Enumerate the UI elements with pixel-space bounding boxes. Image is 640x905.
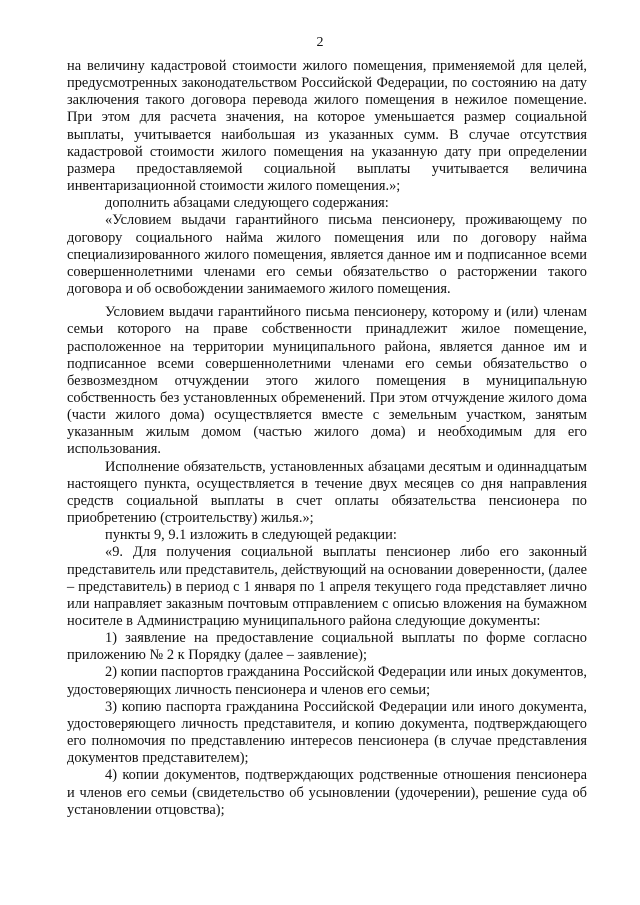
document-body	[67, 58, 587, 819]
list-item-1: 1) заявление на предоставление социальной выплаты по форме согласно приложению № 2 к Порядку (далее – заявление);	[67, 630, 587, 664]
paragraph-ownership-condition: Условием выдачи гарантийного письма пенсионеру, которому и (или) членам семьи которого на праве собственности принадлежит жилое помещение, расположенное на территории муниципального района, является данное им и подписанное всеми совершеннолетними членами его семьи обязательство о безвозмездном отчуждении этого жилого помещения в муниципальную собственность без установленных обременений. При этом отчуждение жилого дома (части жилого дома) осуществляется вместе с земельным участком, занятым указанным жилым домом (частью жилого дома) и необходимым для его использования.	[67, 304, 587, 458]
list-item-3: 3) копию паспорта гражданина Российской Федерации или иного документа, удостоверяющего личность представителя, и копию документа, подтверждающего его полномочия по представлению интересов пенсионера (в случае представления документов представителем);	[67, 698, 587, 767]
paragraph-cadastral-value: на величину кадастровой стоимости жилого помещения, применяемой для целей, предусмотренных законодательством Российской Федерации, по состоянию на дату заключения такого договора перевода жилого помещения в нежилое помещение. При этом для расчета значения, на которое уменьшается размер социальной выплаты, учитывается наибольшая из указанных сумм. В случае отсутствия кадастровой стоимости жилого помещения на указанную дату при определении размера предоставляемой социальной выплаты учитывается величина инвентаризационной стоимости жилого помещения.»;	[67, 58, 587, 195]
paragraph-obligation-execution: Исполнение обязательств, установленных абзацами десятым и одиннадцатым настоящего пункта, осуществляется в течение двух месяцев со дня направления средств социальной выплаты в счет оплаты обязательства пенсионера по приобретению (строительству) жилья.»;	[67, 458, 587, 527]
paragraph-point-9: «9. Для получения социальной выплаты пенсионер либо его законный представитель или представитель, действующий на основании доверенности, (далее – представитель) в период с 1 января по 1 апреля текущего года представляет лично или направляет заказным почтовым отправлением с описью вложения на бумажном носителе в Администрацию муниципального района следующие документы:	[67, 544, 587, 629]
list-item-4: 4) копии документов, подтверждающих родственные отношения пенсионера и членов его семьи (свидетельство об усыновлении (удочерении), решение суда об установлении отцовства);	[67, 767, 587, 818]
paragraph-points-9-9-1: пункты 9, 9.1 изложить в следующей редакции:	[105, 527, 397, 544]
paragraph-social-lease-condition: «Условием выдачи гарантийного письма пенсионеру, проживающему по договору социального найма жилого помещения или по договору найма специализированного жилого помещения, является данное им и подписанное всеми совершеннолетними членами его семьи обязательство о расторжении такого договора и об освобождении занимаемого жилого помещения.	[67, 212, 587, 298]
paragraph-add-clauses: дополнить абзацами следующего содержания:	[105, 195, 389, 212]
list-item-2: 2) копии паспортов гражданина Российской Федерации или иных документов, удостоверяющих личность пенсионера и членов его семьи;	[67, 664, 587, 698]
page-number: 2	[316, 35, 324, 50]
